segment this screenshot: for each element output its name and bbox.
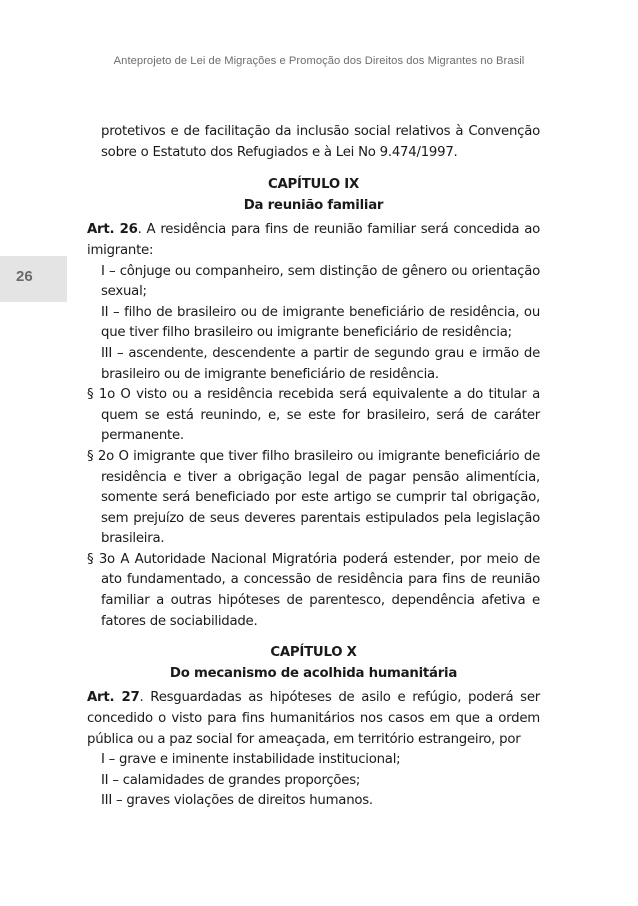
article-27-item-1: I – grave e iminente instabilidade institucional; bbox=[101, 752, 401, 768]
intro-paragraph: protetivos e de facilitação da inclusão social relativos à Convenção sobre o Estatuto dos Refugiados e à Lei No 9.474/1997. bbox=[101, 124, 540, 160]
chapter-ix-title: Da reunião familiar bbox=[243, 197, 384, 213]
article-27 bbox=[87, 688, 540, 750]
article-26-paragraph-3: § 3o A Autoridade Nacional Migratória poderá estender, por meio de ato fundamentado, a concessão de residência para fins de reunião familiar a outras hipóteses de parentesco, dependência afetiva e fatores de sociabilidade. bbox=[87, 551, 540, 629]
page-number: 26 bbox=[16, 268, 33, 285]
article-26 bbox=[87, 220, 540, 261]
running-header: Anteprojeto de Lei de Migrações e Promoção dos Direitos dos Migrantes no Brasil bbox=[113, 55, 525, 67]
chapter-ix-number: CAPÍTULO IX bbox=[268, 177, 359, 193]
article-27-text: . Resguardadas as hipóteses de asilo e refúgio, poderá ser concedido o visto para fins humanitários nos casos em que a ordem pública ou a paz social for ameaçada, em território estrangeiro, por bbox=[87, 690, 541, 747]
article-26-paragraph-2: § 2o O imigrante que tiver filho brasileiro ou imigrante beneficiário de residência e tiver a obrigação legal de pagar pensão alimentícia, somente será beneficiado por este artigo se cumprir tal obrigação, sem prejuízo de seus deveres parentais estipulados pela legislação brasileira. bbox=[87, 448, 540, 547]
article-26-label: Art. 26 bbox=[87, 222, 138, 238]
article-26-paragraph-1: § 1o O visto ou a residência recebida será equivalente a do titular a quem se está reunindo, e, se este for brasileiro, será de caráter permanente. bbox=[87, 387, 540, 444]
chapter-x-title: Do mecanismo de acolhida humanitária bbox=[169, 665, 458, 681]
page-body bbox=[87, 122, 540, 812]
page-number-tab bbox=[0, 256, 67, 302]
article-27-item-3: III – graves violações de direitos humanos. bbox=[101, 793, 373, 809]
article-26-item-2: II – filho de brasileiro ou de imigrante beneficiário de residência, ou que tiver filho brasileiro ou imigrante beneficiário de residência; bbox=[101, 304, 540, 341]
article-26-item-1: I – cônjuge ou companheiro, sem distinção de gênero ou orientação sexual; bbox=[101, 263, 540, 300]
article-27-item-2: II – calamidades de grandes proporções; bbox=[101, 772, 361, 788]
article-26-item-3: III – ascendente, descendente a partir de segundo grau e irmão de brasileiro ou de imigrante beneficiário de residência. bbox=[101, 345, 540, 382]
chapter-x-number: CAPÍTULO X bbox=[270, 645, 357, 661]
article-26-text: . A residência para fins de reunião familiar será concedida ao imigrante: bbox=[87, 222, 540, 258]
article-27-label: Art. 27 bbox=[87, 690, 140, 706]
